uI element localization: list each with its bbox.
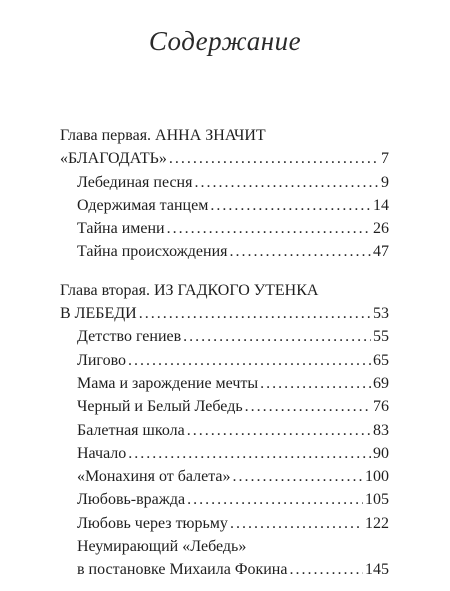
toc-entry[interactable]	[60, 240, 389, 263]
page-number: 9	[381, 173, 389, 191]
page-number: 90	[373, 444, 389, 462]
page-number: 145	[365, 561, 389, 579]
toc-entry-label: Черный и Белый Лебедь	[77, 398, 243, 416]
toc-entry-label: в постановке Михаила Фокина	[77, 561, 288, 579]
chapter-heading-text: «БЛАГОДАТЬ»	[60, 150, 167, 168]
toc-entry[interactable]	[60, 395, 389, 418]
chapter-1	[60, 124, 389, 264]
page-number: 26	[373, 220, 389, 238]
toc-entry-line	[60, 535, 389, 558]
page-number: 105	[365, 491, 389, 509]
leader-dots	[128, 349, 371, 372]
toc-entry[interactable]	[60, 442, 389, 465]
leader-dots	[183, 325, 371, 348]
toc-entry[interactable]	[60, 512, 389, 535]
toc-entry-label: Неумирающий «Лебедь»	[77, 538, 247, 556]
toc-entry-label: «Монахиня от балета»	[77, 468, 231, 486]
toc-entry-label: Мама и зарождение мечты	[77, 374, 259, 392]
leader-dots	[128, 442, 371, 465]
page-number: 65	[373, 351, 389, 369]
chapter-heading-text: Глава вторая. ИЗ ГАДКОГО УТЕНКА	[60, 281, 319, 299]
chapter-heading-line	[60, 124, 389, 147]
toc-entry-label: Одержимая танцем	[77, 196, 209, 214]
page-title: Содержание	[148, 26, 302, 56]
toc-entry[interactable]	[60, 217, 389, 240]
page-number: 7	[381, 150, 389, 168]
chapter-2	[60, 279, 389, 582]
page-number: 53	[373, 305, 389, 323]
chapter-heading-line[interactable]	[60, 302, 389, 325]
leader-dots	[139, 302, 371, 325]
table-of-contents	[60, 124, 389, 582]
toc-entry-label: Тайна имени	[77, 220, 165, 238]
leader-dots	[187, 488, 363, 511]
toc-entry[interactable]	[60, 465, 389, 488]
leader-dots	[210, 194, 371, 217]
toc-entry[interactable]	[60, 558, 389, 581]
leader-dots	[194, 171, 379, 194]
leader-dots	[167, 217, 371, 240]
leader-dots	[169, 147, 379, 170]
leader-dots	[230, 512, 363, 535]
leader-dots	[289, 558, 363, 581]
toc-entry-label: Лигово	[77, 351, 127, 369]
toc-entry-label: Балетная школа	[77, 421, 185, 439]
chapter-heading-text: Глава первая. АННА ЗНАЧИТ	[60, 127, 266, 144]
toc-entry-label: Начало	[77, 444, 127, 462]
leader-dots	[260, 372, 371, 395]
toc-entry-label: Любовь через тюрьму	[77, 514, 228, 532]
page-number: 83	[373, 421, 389, 439]
toc-entry-label: Любовь-вражда	[77, 491, 186, 509]
toc-entry-label: Детство гениев	[77, 328, 182, 346]
page-number: 55	[373, 328, 389, 346]
page-number: 100	[365, 468, 389, 486]
leader-dots	[233, 465, 363, 488]
toc-entry[interactable]	[60, 419, 389, 442]
toc-entry[interactable]	[60, 372, 389, 395]
chapter-heading-line	[60, 279, 389, 302]
toc-entry[interactable]	[60, 325, 389, 348]
toc-entry[interactable]	[60, 349, 389, 372]
toc-entry[interactable]	[60, 171, 389, 194]
toc-entry[interactable]	[60, 488, 389, 511]
page-number: 76	[373, 398, 389, 416]
toc-entry-label: Лебединая песня	[77, 173, 193, 191]
toc-entry-label: Тайна происхождения	[77, 243, 228, 261]
leader-dots	[230, 240, 372, 263]
leader-dots	[187, 419, 371, 442]
chapter-heading-text: В ЛЕБЕДИ	[60, 305, 137, 323]
page-number: 69	[373, 374, 389, 392]
toc-entry[interactable]	[60, 194, 389, 217]
chapter-heading-line[interactable]	[60, 147, 389, 170]
page-number: 122	[365, 514, 389, 532]
page-number: 14	[373, 196, 389, 214]
leader-dots	[245, 395, 371, 418]
page-number: 47	[373, 243, 389, 261]
